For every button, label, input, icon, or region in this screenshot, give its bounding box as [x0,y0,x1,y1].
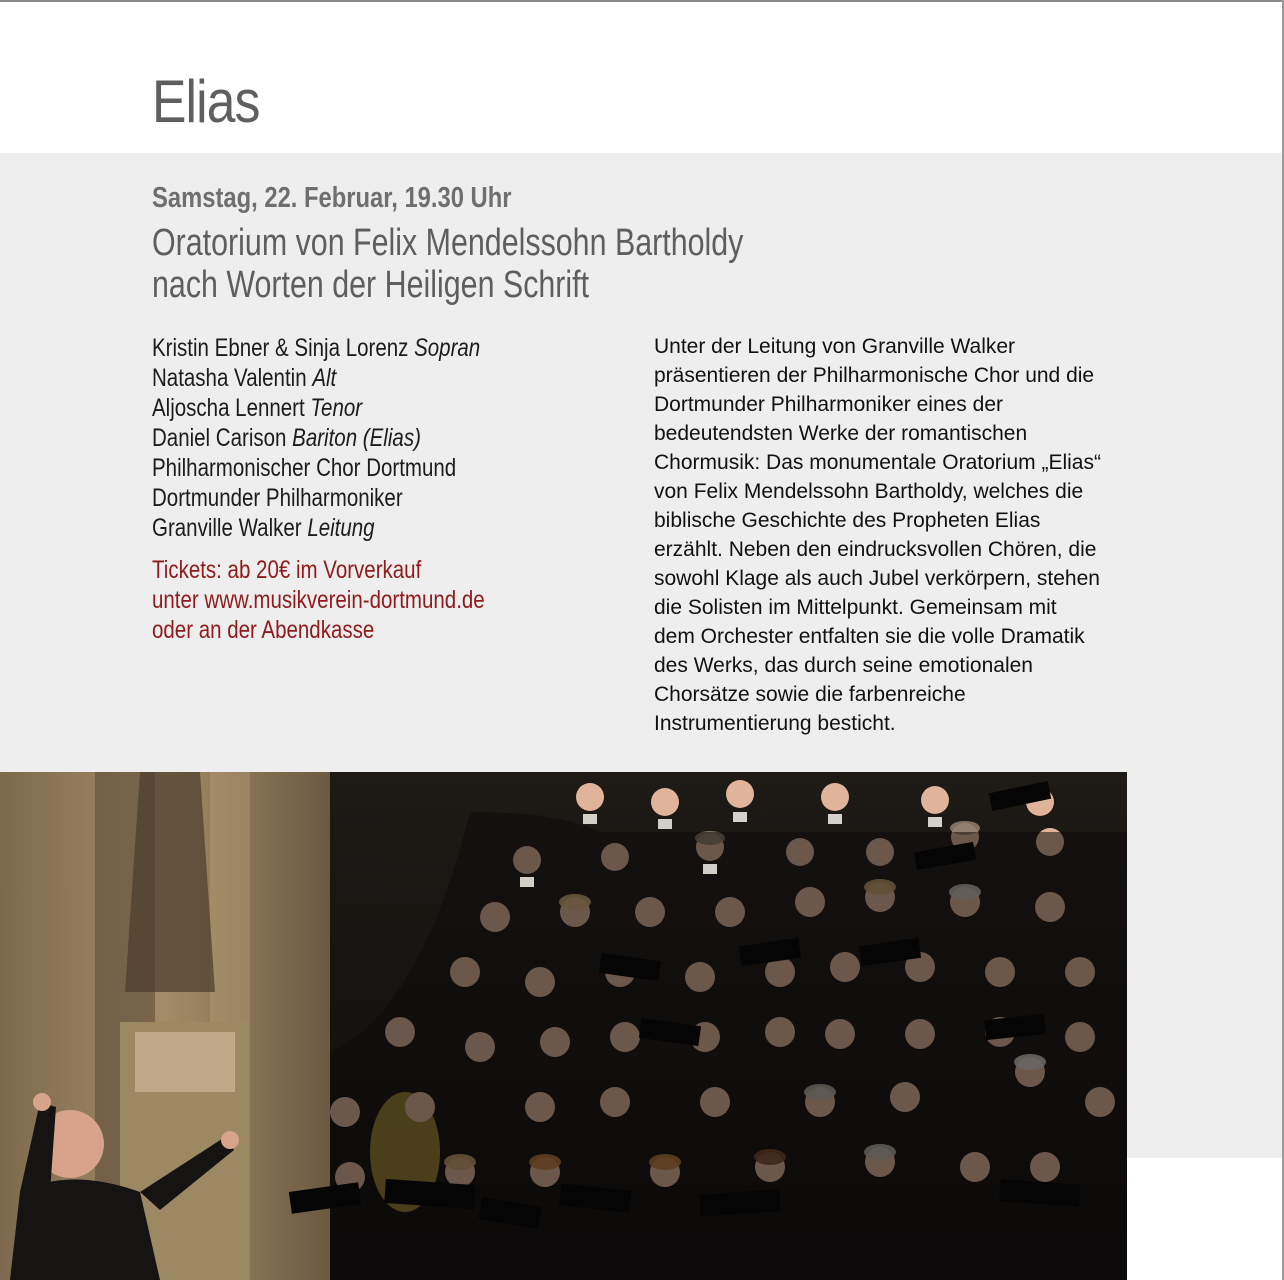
description-line: Chormusik: Das monumentale Oratorium „Elias“ [654,451,1101,474]
choir-photo-illustration [0,772,1127,1280]
description-line: biblische Geschichte des Propheten Elias [654,509,1041,532]
cast-item [152,513,480,543]
description-line: erzählt. Neben den eindrucksvollen Chören, die [654,538,1097,561]
subtitle-line: nach Worten der Heiligen Schrift [152,264,590,306]
cast-item [152,453,480,483]
cast-item [152,393,480,423]
description-line: sowohl Klage als auch Jubel verkörpern, stehen [654,567,1100,590]
cast-name: Aljoscha Lennert [152,394,305,422]
description-line: Chorsätze sowie die farbenreiche [654,683,966,706]
description-line: Unter der Leitung von Granville Walker [654,335,1016,358]
cast-role: Sopran [414,334,481,362]
event-title: Elias [152,68,260,135]
cast-name: Natasha Valentin [152,364,307,392]
description-line: Dortmunder Philharmoniker eines der [654,393,1003,416]
event-description [654,332,1134,738]
description-line: des Werks, das durch seine emotionalen [654,654,1033,677]
tickets-line: Tickets: ab 20€ im Vorverkauf [152,556,422,584]
cast-item [152,423,480,453]
description-line: die Solisten im Mittelpunkt. Gemeinsam mit [654,596,1057,619]
tickets-line: oder an der Abendkasse [152,616,375,644]
cast-role: Leitung [307,514,375,542]
description-line: Instrumentierung besticht. [654,712,896,735]
cast-role: Bariton (Elias) [292,424,421,452]
description-line: dem Orchester entfalten sie die volle Dramatik [654,625,1085,648]
cast-name: Kristin Ebner & Sinja Lorenz [152,334,409,362]
event-date: Samstag, 22. Februar, 19.30 Uhr [152,182,512,214]
cast-item [152,483,480,513]
description-line: von Felix Mendelssohn Bartholdy, welches die [654,480,1084,503]
cast-list [152,333,480,543]
cast-name: Philharmonischer Chor Dortmund [152,454,457,482]
cast-role: Tenor [310,394,363,422]
event-subtitle [152,222,743,306]
tickets-line: unter www.musikverein-dortmund.de [152,586,485,614]
cast-name: Granville Walker [152,514,302,542]
top-rule [0,0,1284,2]
description-line: präsentieren der Philharmonische Chor und die [654,364,1095,387]
choir-photo [0,772,1127,1280]
cast-item [152,333,480,363]
cast-item [152,363,480,393]
subtitle-line: Oratorium von Felix Mendelssohn Bartholdy [152,222,744,264]
cast-name: Dortmunder Philharmoniker [152,484,403,512]
cast-name: Daniel Carison [152,424,287,452]
tickets-info [152,555,485,645]
cast-role: Alt [312,364,337,392]
description-line: bedeutendsten Werke der romantischen [654,422,1028,445]
